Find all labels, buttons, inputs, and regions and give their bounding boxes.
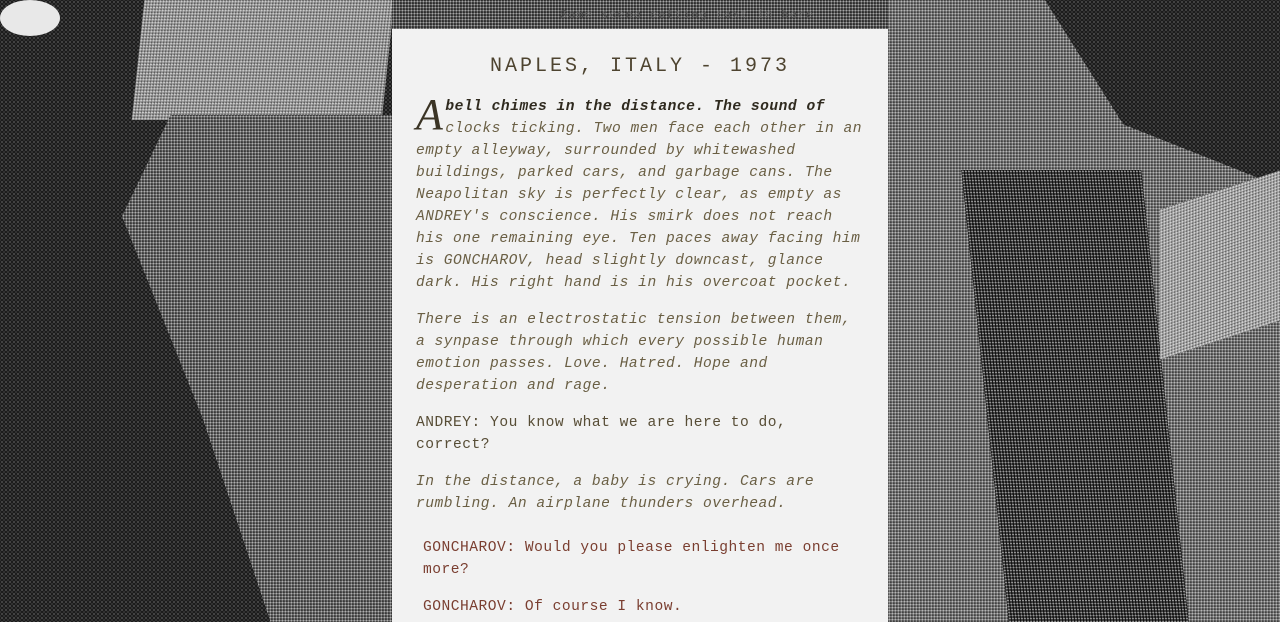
scene-heading: NAPLES, ITALY - 1973 <box>489 55 791 78</box>
dialogue-andrey: ANDREY: You know what we are here to do, correct? <box>416 415 787 453</box>
narration-paragraph: There is an electrostatic tension between them, a synpase through which every possible human emotion passes. Love. Hatred. Hope and desperation and rage. <box>416 312 852 394</box>
opening-lead: bell chimes in the distance. The sound of <box>445 99 825 115</box>
script-page <box>392 29 888 622</box>
background-photo-left-top <box>132 0 395 120</box>
narration-paragraph: In the distance, a baby is crying. Cars are rumbling. An airplane thunders overhead. <box>416 474 815 512</box>
opening-paragraph <box>416 90 864 294</box>
opening-text: clocks ticking. Two men face each other in an empty alleyway, surrounded by whitewashed buildings, parked cars, and garbage cans. The Neapolitan sky is perfectly clear, as empty as ANDREY's conscience. His smirk does not reach his one remaining eye. Ten paces away facing him is GONCHAROV, head slightly downcast, glance dark. His right hand is in his overcoat pocket. <box>416 121 862 291</box>
top-caption: Some scene setting text in here <box>560 8 815 22</box>
background-photo-left <box>122 115 392 622</box>
drop-cap: A <box>416 90 444 139</box>
background-light-spot <box>0 0 60 36</box>
dialogue-goncharov: GONCHAROV: Would you please enlighten me once more? <box>423 540 840 578</box>
dialogue-goncharov: GONCHAROV: Of course I know. <box>423 599 683 615</box>
